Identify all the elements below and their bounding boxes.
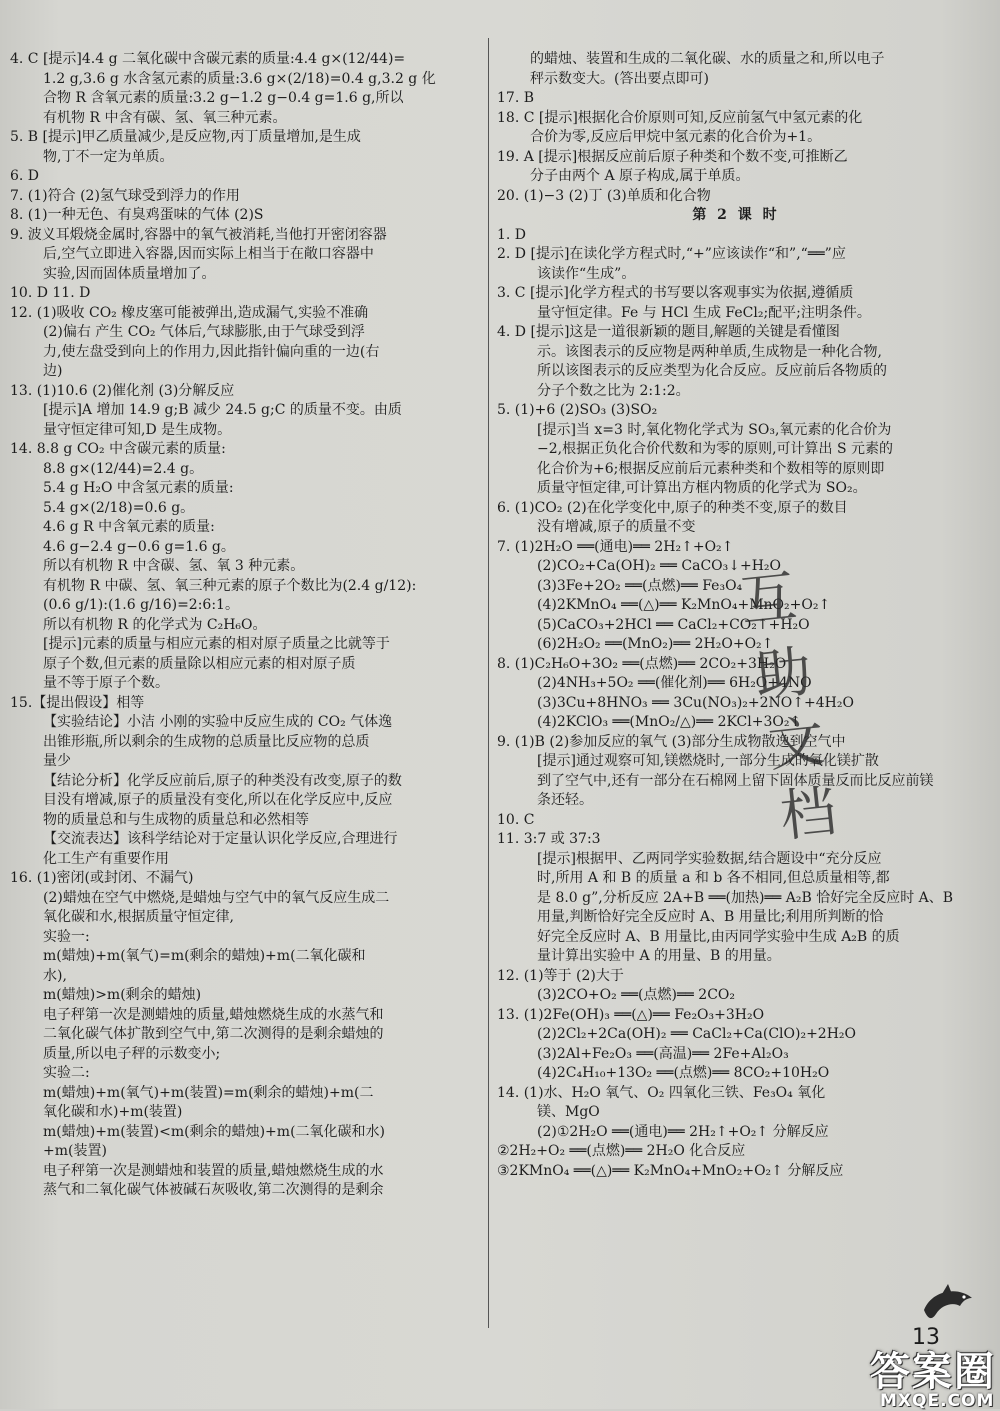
answer-line: 12. (1)等于 (2)大于 <box>497 967 624 984</box>
answer-line: 7. (1)2H₂O ══(通电)══ 2H₂↑+O₂↑ <box>497 538 734 555</box>
answer-line: ③2KMnO₄ ══(△)══ K₂MnO₄+MnO₂+O₂↑ 分解反应 <box>497 1162 844 1179</box>
answer-line: 是 8.0 g”,分析反应 2A+B ══(加热)══ A₂B 恰好完全反应时 A、B <box>537 889 954 906</box>
answer-line: 实验一: <box>43 928 90 945</box>
handwritten-char-4: 档 <box>777 779 840 850</box>
answer-line: 16. (1)密闭(或封闭、不漏气) <box>10 870 194 886</box>
answer-line: 【结论分析】化学反应前后,原子的种类没有改变,原子的数 <box>43 772 402 789</box>
answer-line: 2. D [提示]在读化学方程式时,“+”应该读作“和”,“══”应 <box>497 246 846 262</box>
answer-line: 条还轻。 <box>537 792 593 808</box>
answer-line: (3)2Al+Fe₂O₃ ══(高温)══ 2Fe+Al₂O₃ <box>537 1045 789 1062</box>
handwritten-char-3: 文 <box>765 709 828 780</box>
answer-line: 合价为零,反应后甲烷中氢元素的化合价为+1。 <box>530 129 822 145</box>
answer-line: (2)偏右 产生 CO₂ 气体后,气球膨胀,由于气球受到浮 <box>43 324 365 340</box>
answer-line: 有机物 R 中含有碳、氢、氧三种元素。 <box>43 109 287 126</box>
answer-line: 4. D [提示]这是一道很新颖的题目,解题的关键是看懂图 <box>497 324 840 340</box>
answer-line: 5. (1)+6 (2)SO₃ (3)SO₂ <box>497 402 658 418</box>
answer-line: 到了空气中,还有一部分在石棉网上留下固体质量反而比反应前镁 <box>537 772 934 789</box>
answer-line: 用量,判断恰好完全反应时 A、B 用量比;利用所判断的恰 <box>537 909 884 925</box>
answer-line: (3)2CO+O₂ ══(点燃)══ 2CO₂ <box>537 987 735 1003</box>
answer-line: m(蜡烛)+m(氧气)+m(装置)=m(剩余的蜡烛)+m(二 <box>43 1084 374 1101</box>
answer-line: 12. (1)吸收 CO₂ 橡皮塞可能被弹出,造成漏气,实验不准确 <box>10 304 369 321</box>
answer-line: 所以有机物 R 中含碳、氢、氧 3 种元素。 <box>43 558 305 574</box>
answer-line: 秤示数变大。(答出要点即可) <box>530 70 709 87</box>
answer-line: (5)CaCO₃+2HCl ══ CaCl₂+CO₂↑+H₂O <box>537 616 810 633</box>
answer-line: (6)2H₂O₂ ══(MnO₂)══ 2H₂O+O₂↑ <box>537 636 774 652</box>
answer-line: 力,使左盘受到向上的作用力,因此指针偏向重的一边(右 <box>43 343 380 360</box>
answer-line: 目没有增减,原子的质量没有变化,所以在化学反应中,反应 <box>43 792 393 808</box>
answer-line: ②2H₂+O₂ ══(点燃)══ 2H₂O 化合反应 <box>497 1143 746 1159</box>
answer-line: 时,所用 A 和 B 的质量 a 和 b 各不相同,但总质量相等,都 <box>537 870 890 886</box>
answer-line: (2)2Cl₂+2Ca(OH)₂ ══ CaCl₂+Ca(ClO)₂+2H₂O <box>537 1026 857 1042</box>
answer-line: (2)蜡烛在空气中燃烧,是蜡烛与空气中的氧气反应生成二 <box>43 889 390 906</box>
answer-line: 量少 <box>43 753 71 769</box>
answer-line: 蒸气和二氧化碳气体被碱石灰吸收,第二次测得的是剩余 <box>43 1182 384 1198</box>
answer-line: 氧化碳和水)+m(装置) <box>43 1104 183 1120</box>
answer-line: 没有增减,原子的质量不变 <box>537 519 696 535</box>
answer-line: [提示]根据甲、乙两同学实验数据,结合题设中“充分反应 <box>537 850 882 867</box>
answer-line: 19. A [提示]根据反应前后原子种类和个数不变,可推断乙 <box>497 148 848 165</box>
answer-line: 9. 波义耳煅烧金属时,容器中的氧气被消耗,当他打开密闭容器 <box>10 226 387 243</box>
answer-line: 所以有机物 R 的化学式为 C₂H₆O。 <box>43 616 267 633</box>
answer-line: 5. B [提示]甲乙质量减少,是反应物,丙丁质量增加,是生成 <box>10 129 361 145</box>
answer-line: (0.6 g/1):(1.6 g/16)=2:6:1。 <box>43 597 239 613</box>
answer-line: (3)3Fe+2O₂ ══(点燃)══ Fe₃O₄ <box>537 577 743 594</box>
answer-line: 6. (1)CO₂ (2)在化学变化中,原子的种类不变,原子的数目 <box>497 499 848 516</box>
column-divider <box>488 38 489 1328</box>
answer-line: 分子个数之比为 2:1:2。 <box>537 382 690 399</box>
answer-line: 有机物 R 中碳、氢、氧三种元素的原子个数比为(2.4 g/12): <box>43 577 417 594</box>
answer-line: 17. B <box>497 90 535 106</box>
answer-line: (3)3Cu+8HNO₃ ══ 3Cu(NO₃)₂+2NO↑+4H₂O <box>537 694 854 711</box>
answer-line: 物,丁不一定为单质。 <box>43 148 174 165</box>
answer-line: m(蜡烛)>m(剩余的蜡烛) <box>43 987 202 1003</box>
answer-line: 11. 3:7 或 37:3 <box>497 831 601 847</box>
answer-line: 物的质量总和与生成物的质量总和必然相等 <box>43 811 309 828</box>
answer-line: 1.2 g,3.6 g 水含氢元素的质量:3.6 g×(2/18)=0.4 g,3.2 g 化 <box>43 70 436 87</box>
answer-line: (4)2KClO₃ ══(MnO₂/△)══ 2KCl+3O₂↑ <box>537 714 802 730</box>
answer-line: 实验,因而固体质量增加了。 <box>43 265 216 282</box>
answer-line: 5.4 g H₂O 中含氢元素的质量: <box>43 480 234 496</box>
answer-line: 所以该图表示的反应类型为化合反应。反应前后各物质的 <box>537 363 887 379</box>
watermark-main: 答案圈 <box>870 1349 996 1395</box>
answer-line: 水), <box>43 967 67 984</box>
answer-line: 化合价为+6;根据反应前后元素种类和个数相等的原则即 <box>537 460 885 477</box>
handwritten-char-1: 互 <box>737 564 800 635</box>
answer-line: [提示]当 x=3 时,氧化物化学式为 SO₃,氧元素的化合价为 <box>537 421 892 438</box>
answer-line: [提示]元素的质量与相应元素的相对原子质量之比就等于 <box>43 636 390 652</box>
answer-line: 14. (1)水、H₂O 氧气、O₂ 四氧化三铁、Fe₃O₄ 氧化 <box>497 1084 826 1101</box>
answer-line: 示。该图表示的反应物是两种单质,生成物是一种化合物, <box>537 343 882 360</box>
answer-line: (4)2KMnO₄ ══(△)══ K₂MnO₄+MnO₂+O₂↑ <box>537 597 831 613</box>
answer-line: 7. (1)符合 (2)氢气球受到浮力的作用 <box>10 187 240 204</box>
left-column <box>10 50 478 1201</box>
watermark-sub: MXQE.COM <box>880 1391 995 1411</box>
answer-line: (2)CO₂+Ca(OH)₂ ══ CaCO₃↓+H₂O <box>537 558 782 574</box>
answer-line: 后,空气立即进入容器,因而实际上相当于在敞口容器中 <box>43 246 374 262</box>
answer-line: 13. (1)2Fe(OH)₃ ══(△)══ Fe₂O₃+3H₂O <box>497 1006 765 1023</box>
handwritten-char-2: 助 <box>752 639 815 710</box>
answer-line: 4.6 g R 中含氧元素的质量: <box>43 519 215 535</box>
answer-line: 氧化碳和水,根据质量守恒定律, <box>43 909 234 925</box>
answer-line: 化工生产有重要作用 <box>43 850 169 867</box>
answer-line: 质量,所以电子秤的示数变小; <box>43 1045 221 1062</box>
answer-line: m(蜡烛)+m(氧气)=m(剩余的蜡烛)+m(二氧化碳和 <box>43 948 366 964</box>
answer-line: (2)①2H₂O ══(通电)══ 2H₂↑+O₂↑ 分解反应 <box>537 1123 829 1140</box>
answer-line: m(蜡烛)+m(装置)<m(剩余的蜡烛)+m(二氧化碳和水) <box>43 1123 385 1140</box>
answer-line: +m(装置) <box>43 1143 107 1159</box>
answer-line: 边) <box>43 363 63 379</box>
answer-line: 原子个数,但元素的质量除以相应元素的相对原子质 <box>43 655 356 672</box>
answer-line: 15.【提出假设】相等 <box>10 694 145 711</box>
section-heading: 第 2 课 时 <box>692 207 780 223</box>
answer-line: 1. D <box>497 226 527 243</box>
answer-line: 电子秤第一次是测蜡烛的质量,蜡烛燃烧生成的水蒸气和 <box>43 1006 384 1023</box>
right-column <box>497 50 975 1181</box>
answer-line: 9. (1)B (2)参加反应的氧气 (3)部分生成物散逸到空气中 <box>497 733 846 750</box>
answer-line: 18. C [提示]根据化合价原则可知,反应前氢气中氢元素的化 <box>497 109 863 126</box>
answer-line: 8. (1)C₂H₆O+3O₂ ══(点燃)══ 2CO₂+3H₂O <box>497 655 787 672</box>
watermark <box>870 1340 996 1411</box>
answer-line: 14. 8.8 g CO₂ 中含碳元素的质量: <box>10 441 226 457</box>
answer-line: 量守恒定律。Fe 与 HCl 生成 FeCl₂;配平;注明条件。 <box>537 304 871 321</box>
page-number: 13 <box>912 1325 940 1350</box>
answer-line: 10. C <box>497 811 535 828</box>
answer-line: 二氧化碳气体扩散到空气中,第二次测得的是剩余蜡烛的 <box>43 1026 384 1042</box>
answer-line: 的蜡烛、装置和生成的二氧化碳、水的质量之和,所以电子 <box>530 51 885 67</box>
answer-line: 量不等于原子个数。 <box>43 675 169 691</box>
answer-line: 10. D 11. D <box>10 285 91 301</box>
answer-line: 该读作“生成”。 <box>537 265 636 282</box>
answer-line: 镁、MgO <box>537 1104 600 1120</box>
answer-line: (4)2C₄H₁₀+13O₂ ══(点燃)══ 8CO₂+10H₂O <box>537 1065 830 1081</box>
answer-line: 13. (1)10.6 (2)催化剂 (3)分解反应 <box>10 382 235 399</box>
answer-line: 好完全反应时 A、B 用量比,由丙同学实验中生成 A₂B 的质 <box>537 928 900 945</box>
answer-line: 分子由两个 A 原子构成,属于单质。 <box>530 168 750 184</box>
answer-line: −2,根据正负化合价代数和为零的原则,可计算出 S 元素的 <box>537 441 894 457</box>
answer-line: 20. (1)−3 (2)丁 (3)单质和化合物 <box>497 187 711 204</box>
answer-line: 电子秤第一次是测蜡烛和装置的质量,蜡烛燃烧生成的水 <box>43 1162 384 1179</box>
answer-line: 量守恒定律可知,D 是生成物。 <box>43 421 232 438</box>
answer-line: 量计算出实验中 A 的用量、B 的用量。 <box>537 948 781 964</box>
answer-line: 3. C [提示]化学方程式的书写要以客观事实为依据,遵循质 <box>497 285 854 301</box>
answer-line: 【交流表达】该科学结论对于定量认识化学反应,合理进行 <box>43 831 398 847</box>
answer-line: [提示]A 增加 14.9 g;B 减少 24.5 g;C 的质量不变。由质 <box>43 402 402 418</box>
answer-line: 【实验结论】小洁 小刚的实验中反应生成的 CO₂ 气体逸 <box>43 714 393 730</box>
answer-line: 实验二: <box>43 1065 90 1081</box>
answer-line: 6. D <box>10 168 40 184</box>
answer-line: 4.6 g−2.4 g−0.6 g=1.6 g。 <box>43 538 235 555</box>
answer-line: 5.4 g×(2/18)=0.6 g。 <box>43 499 195 516</box>
answer-line: 合物 R 含氧元素的质量:3.2 g−1.2 g−0.4 g=1.6 g,所以 <box>43 90 404 106</box>
answer-line: 4. C [提示]4.4 g 二氧化碳中含碳元素的质量:4.4 g×(12/44)= <box>10 51 406 67</box>
answer-line: 质量守恒定律,可计算出方框内物质的化学式为 SO₂。 <box>537 480 867 496</box>
answer-line: 8.8 g×(12/44)=2.4 g。 <box>43 460 204 477</box>
answer-line: (2)4NH₃+5O₂ ══(催化剂)══ 6H₂O+4NO <box>537 675 812 691</box>
answer-line: 8. (1)一种无色、有臭鸡蛋味的气体 (2)S <box>10 207 264 223</box>
answer-line: 出锥形瓶,所以剩余的生成物的总质量比反应物的总质 <box>43 733 370 750</box>
answer-line: [提示]通过观察可知,镁燃烧时,一部分生成的氧化镁扩散 <box>537 753 879 769</box>
